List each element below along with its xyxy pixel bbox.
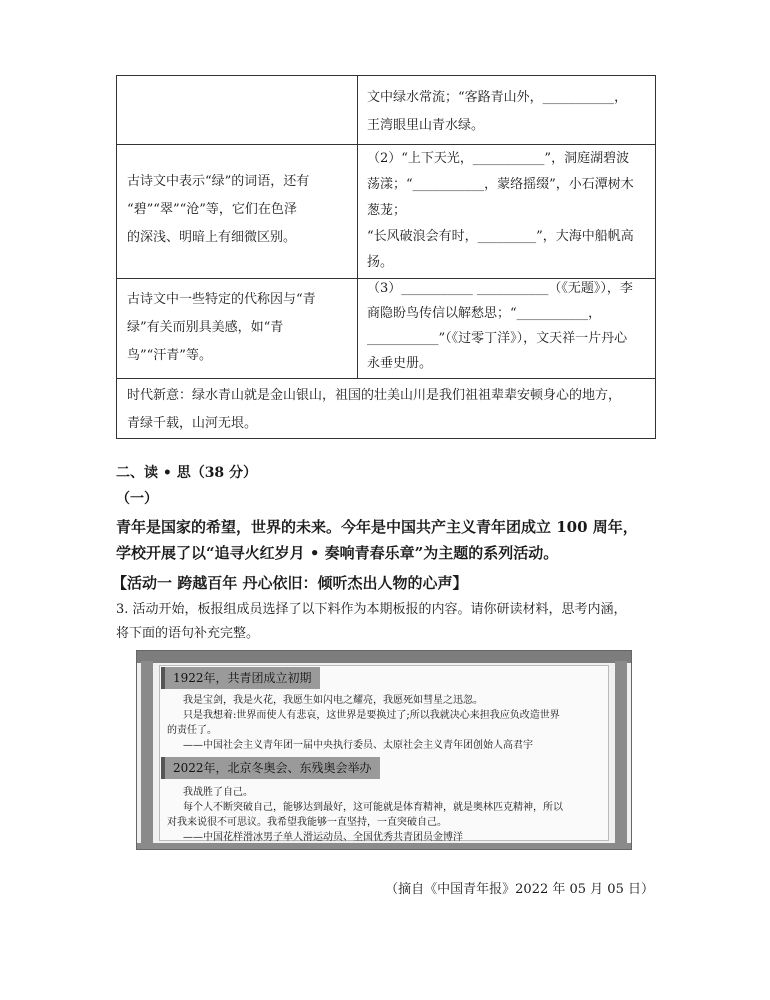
board-text: 的责任了。: [167, 725, 217, 736]
table-text: （3）___________ ___________（《无题》），李: [367, 281, 633, 296]
table-text: 王湾眼里山青水绿。: [367, 118, 485, 133]
activity-title: 【活动一 跨越百年 丹心依旧：倾听杰出人物的心声】: [112, 574, 468, 592]
table-text: 绿”有关而别具美感，如“青: [127, 320, 284, 335]
table-row2-right: [367, 146, 634, 276]
section-title: 二、读 • 思（38 分）: [116, 465, 258, 481]
question-3: [116, 598, 627, 646]
table-text: 扬。: [367, 255, 394, 270]
table-text: 古诗文中表示“绿”的词语，还有: [127, 174, 310, 189]
table-text: ___________”（《过零丁洋》），文天祥一片丹心: [367, 331, 628, 346]
intro-paragraph: [116, 514, 638, 566]
table-text: （2）“上下天光，___________”，洞庭湖碧波: [367, 151, 630, 166]
table-text: “碧”“翠”“沧”等，它们在色泽: [127, 202, 297, 217]
board-frame: [137, 651, 631, 663]
table-row2-left: [127, 168, 309, 252]
table-row-divider: [117, 378, 655, 379]
blackboard-image: [136, 650, 632, 850]
table-text: 文中绿水常流；“客路青山外，___________，: [367, 90, 628, 105]
table-text: 商隐盼鸟传信以解愁思；“___________，: [367, 306, 602, 321]
table-column-divider: [357, 76, 358, 378]
table-text: 永垂史册。: [367, 356, 433, 371]
board-text: ——中国花样滑冰男子单人滑运动员、全国优秀共青团员金博洋: [183, 832, 463, 843]
table-text: 古诗文中一些特定的代称因与“青: [127, 292, 316, 307]
table-row4: [127, 382, 621, 438]
table-row1-right: [367, 84, 627, 140]
board-text: 只是我想着:世界而使人有悲哀，这世界是要换过了;所以我就决心来担我应负改造世界: [183, 710, 560, 721]
table-text: 鸟”“汗青”等。: [127, 348, 212, 363]
intro-line: 学校开展了以“追寻火红岁月 • 奏响青春乐章”为主题的系列活动。: [116, 544, 559, 562]
board-text: 我战胜了自己。: [183, 787, 253, 798]
board-text: 对我来说很不可思议。我希望我能够一直坚持，一直突破自己。: [167, 817, 447, 828]
board-text: ——中国社会主义青年团一届中央执行委员、太原社会主义青年团创始人高君宇: [183, 740, 533, 751]
table-text: 葱茏；: [367, 203, 407, 218]
board-text: 我是宝剑，我是火花，我愿生如闪电之耀亮，我愿死如彗星之迅忽。: [183, 695, 483, 706]
board-text: 每个人不断突破自己，能够达到最好，这可能就是体育精神，就是奥林匹克精神，所以: [183, 802, 563, 813]
board-post: [141, 661, 153, 849]
table-row3-left: [127, 286, 316, 370]
table-text: 荡漾；“___________，蒙络摇缀”，小石潭树木: [367, 177, 634, 192]
poetry-table: [116, 75, 656, 439]
source-citation: （摘自《中国青年报》2022 年 05 月 05 日）: [385, 882, 654, 897]
table-text: “长风破浪会有时，_________”，大海中船帆高: [367, 229, 634, 244]
question-line: 3. 活动开始，板报组成员选择了以下料作为本期板报的内容。请你研读材料，思考内涵，: [116, 602, 627, 617]
subsection-title: （一）: [116, 491, 158, 507]
table-row3-right: [367, 276, 633, 376]
table-row-divider: [117, 144, 655, 145]
board-banner-2022: 2022年，北京冬奥会、东残奥会举办: [161, 757, 380, 779]
table-text: 青绿千载，山河无垠。: [127, 416, 258, 431]
board-banner-1922: 1922年，共青团成立初期: [161, 667, 320, 689]
intro-line: 青年是国家的希望，世界的未来。今年是中国共产主义青年团成立 100 周年，: [116, 518, 638, 536]
question-line: 将下面的语句补充完整。: [116, 626, 260, 641]
board-post: [615, 661, 627, 849]
table-text: 的深浅、明暗上有细微区别。: [127, 230, 297, 245]
table-text: 时代新意：绿水青山就是金山银山，祖国的壮美山川是我们祖祖辈辈安顿身心的地方，: [127, 388, 622, 403]
